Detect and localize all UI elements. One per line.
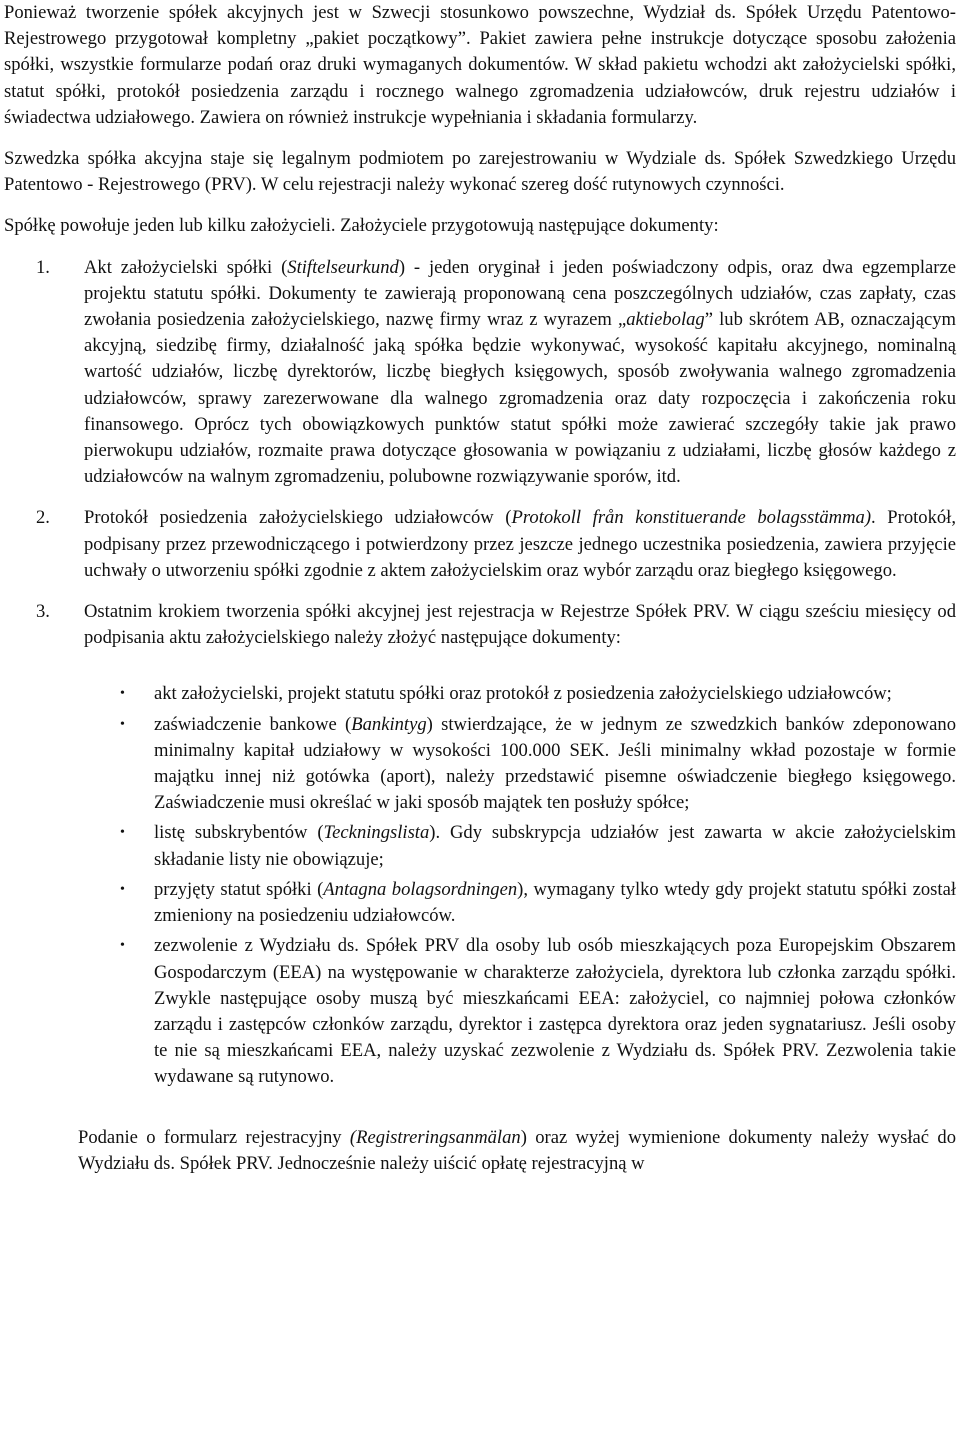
item-number: 3. <box>36 601 50 623</box>
intro-paragraph-3: Spółkę powołuje jeden lub kilku założycieli. Założyciele przygotowują następujące dokumenty: <box>4 215 719 237</box>
spacer <box>4 1095 956 1110</box>
item-text <box>84 505 956 584</box>
intro-paragraph-1: Ponieważ tworzenie spółek akcyjnych jest w Szwecji stosunkowo powszechne, Wydział ds. Spółek Urzędu Patentowo-Rejestrowego przygotował kompletny „pakiet początkowy”. Pakiet zawiera pełne instrukcje dotyczące sposobu założenia spółki, wszystkie formularze podań oraz druki wymaganych dokumentów. W skład pakietu wchodzi akt założycielski spółki, statut spółki, protokół posiedzenia zarządu i rocznego walnego zgromadzenia udziałowców, druk rejestru udziałów i świadectwa udziałowego. Zawiera on również instrukcje wypełniania i składania formularzy. <box>4 2 956 128</box>
bullet-item-5 <box>4 933 956 1090</box>
bullet-item-2 <box>4 712 956 817</box>
text-run: Podanie o formularz rejestracyjny <box>78 1126 350 1148</box>
swedish-term: Antagna bolagsordningen <box>323 878 518 900</box>
text-run: Akt założycielski spółki ( <box>84 256 288 278</box>
bullet-icon: • <box>120 825 125 841</box>
closing-paragraph <box>4 1125 956 1177</box>
item-text <box>84 599 956 651</box>
spacer <box>4 1110 956 1125</box>
swedish-term: Protokoll från konstituerande bolagsstämma) <box>511 507 872 529</box>
text-run: zezwolenie z Wydziału ds. Spółek PRV dla osoby lub osób mieszkających poza Europejskim Obszarem Gospodarczym (EEA) na występowanie w charakterze założyciela, dyrektora lub członka zarządu spółki. Zwykle następujące osoby muszą być mieszkańcami EEA: założyciel, co najmniej połowa członków zarządu i zastępców członków zarządu, dyrektor i zastępca dyrektora oraz jeden sygnatariusz. Jeśli osoby te nie są mieszkańcami EEA, należy uzyskać zezwolenie z Wydziału ds. Spółek PRV. Zezwolenia takie wydawane są rutynowo. <box>154 935 956 1088</box>
text-run: zaświadczenie bankowe ( <box>154 713 352 735</box>
text-run: przyjęty statut spółki ( <box>154 878 324 900</box>
numbered-item-2 <box>4 505 956 584</box>
spacer <box>4 198 956 213</box>
text-run: akt założycielski, projekt statutu spółki oraz protokół z posiedzenia założycielskiego udziałowców; <box>154 683 892 705</box>
swedish-term: aktiebolag <box>626 309 705 331</box>
bullet-text <box>154 820 956 872</box>
spacer <box>4 131 956 146</box>
text-run: Ostatnim krokiem tworzenia spółki akcyjnej jest rejestracja w Rejestrze Spółek PRV. W ciągu sześciu miesięcy od podpisania aktu założycielskiego należy złożyć następujące dokumenty: <box>84 601 956 649</box>
swedish-term: (Registreringsanmälan <box>349 1126 521 1148</box>
text-run: ) - jeden oryginał i jeden poświadczony odpis, oraz dwa egzemplarze projektu statutu spółki. Dokumenty te zawierają proponowaną cena poszczególnych udziałów, czas zapłaty, czas zwołania posiedzenia założycielskiego, nazwę firmy wraz z wyrazem „ <box>84 256 956 331</box>
text-run: Protokół posiedzenia założycielskiego udziałowców ( <box>84 507 512 529</box>
spacer <box>4 584 956 599</box>
bullet-text <box>154 681 956 707</box>
text-run: ” lub skrótem AB, oznaczającym akcyjną, siedzibę firmy, działalność jaką spółka będzie wykonywać, wysokość kapitału akcyjnego, nominalną wartość udziałów, liczbę dyrektorów, liczbę biegłych księgowych, sposób zwoływania walnego zgromadzenia udziałowców, sprawy zarezerwowane dla walnego zgromadzenia oraz daty rozpoczęcia i zakończenia roku finansowego. Oprócz tych obowiązkowych punktów statut spółki może zawierać szczegóły takie jak prawo pierwokupu udziałów, rozmaite prawa dotyczące głosowania w powiązaniu z udziałami, liczbę głosów każdego z udziałowców na walnym zgromadzeniu, polubowne rozwiązywanie sporów, itd. <box>84 309 956 488</box>
bullet-icon: • <box>120 938 125 954</box>
swedish-term: Teckningslista <box>323 822 430 844</box>
bullet-item-4 <box>4 877 956 929</box>
item-text <box>84 255 956 491</box>
bullet-text <box>154 933 956 1090</box>
numbered-item-1 <box>4 255 956 491</box>
spacer <box>4 240 956 255</box>
swedish-term: Bankintyg <box>351 713 427 735</box>
bullet-icon: • <box>120 881 125 897</box>
text-run: . Protokół, podpisany przez przewodniczącego i potwierdzony przez jeszcze jednego uczestnika posiedzenia, zawiera przyjęcie uchwały o utworzeniu spółki zgodnie z aktem założycielskim oraz wybór zarządu oraz biegłego księgowego. <box>84 507 956 581</box>
spacer <box>4 490 956 505</box>
text-run: ). Gdy subskrypcja udziałów jest zawarta w akcie założycielskim składanie listy nie obowiązuje; <box>154 822 956 870</box>
document-bullet-list <box>4 681 956 1090</box>
spacer <box>4 666 956 681</box>
numbered-item-3 <box>4 599 956 651</box>
text-run: ), wymagany tylko wtedy gdy projekt statutu spółki został zmieniony na posiedzeniu udziałowców. <box>154 878 956 927</box>
spacer <box>4 651 956 666</box>
bullet-icon: • <box>120 686 125 702</box>
text-run: ) oraz wyżej wymienione dokumenty należy wysłać do Wydziału ds. Spółek PRV. Jednocześnie należy uiścić opłatę rejestracyjną w <box>78 1126 956 1174</box>
bullet-text <box>154 712 956 817</box>
text-run: ) stwierdzające, że w jednym ze szwedzkich banków zdeponowano minimalny kapitał udziałowy w wysokości 100.000 SEK. Jeśli minimalny wkład pozostaje w formie majątku innej niż gotówka (aport), należy przedstawić pisemne oświadczenie biegłego księgowego. Zaświadczenie musi określać w jaki sposób majątek ten posłuży spółce; <box>154 713 956 814</box>
bullet-item-1 <box>4 681 956 707</box>
item-number: 2. <box>36 507 50 529</box>
bullet-icon: • <box>120 716 125 732</box>
bullet-item-3 <box>4 820 956 872</box>
document-page <box>4 0 956 1177</box>
swedish-term: Stiftelseurkund <box>287 256 399 278</box>
bullet-text <box>154 877 956 929</box>
item-number: 1. <box>36 256 50 278</box>
text-run: listę subskrybentów ( <box>154 822 324 844</box>
intro-paragraph-2: Szwedzka spółka akcyjna staje się legalnym podmiotem po zarejestrowaniu w Wydziale ds. Spółek Szwedzkiego Urzędu Patentowo - Rejestrowego (PRV). W celu rejestracji należy wykonać szereg dość rutynowych czynności. <box>4 148 956 196</box>
